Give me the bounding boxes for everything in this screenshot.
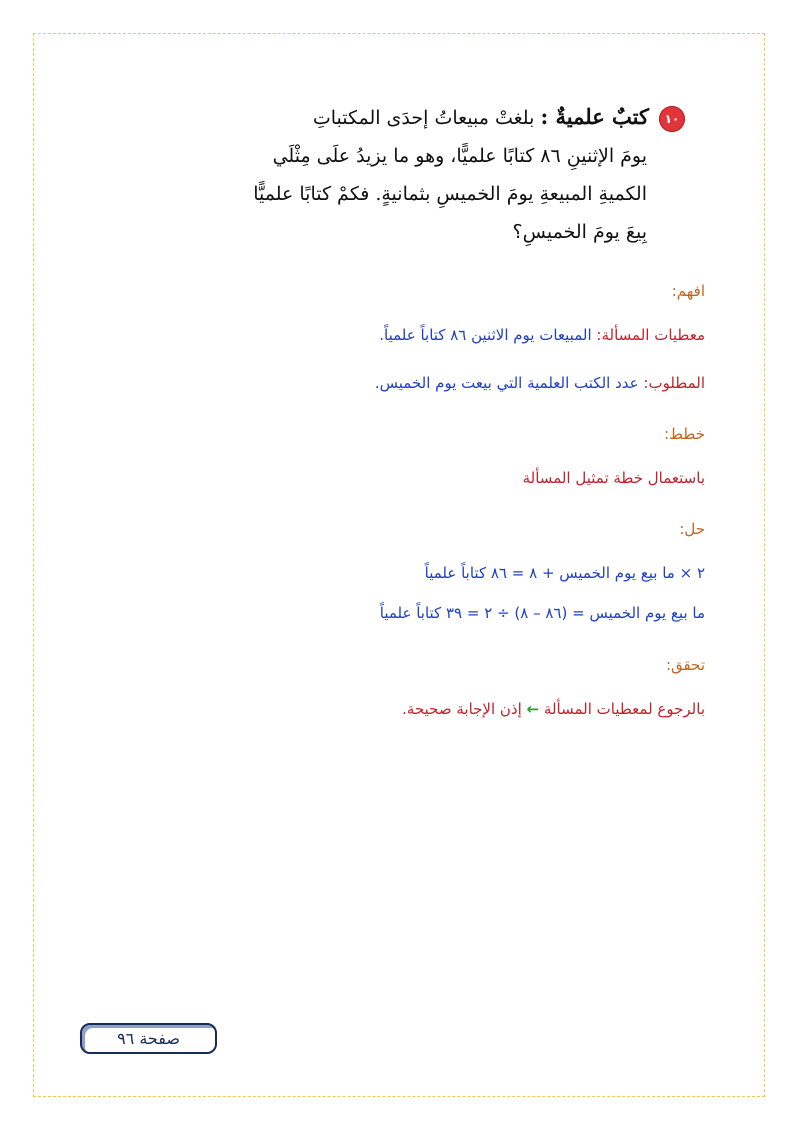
problem-line-1 (180, 98, 685, 137)
problem-statement (180, 98, 685, 251)
solve-line-1: ٢ × ما بيع يوم الخميس + ٨ = ٨٦ كتاباً علمياً (424, 564, 705, 582)
problem-number-badge: ١٠ (659, 106, 685, 132)
required-text: عدد الكتب العلمية التي بيعت يوم الخميس. (374, 374, 639, 392)
plan-heading: خطط: (664, 425, 705, 443)
problem-line-2: يومَ الإثنينِ ٨٦ كتابًا علميًّا، وهو ما يزيدُ علَى مِثْلَي (272, 145, 647, 167)
problem-line-1-text: بلغتْ مبيعاتُ إحدَى المكتباتِ (312, 107, 535, 129)
givens-text: المبيعات يوم الاثنين ٨٦ كتاباً علمياً. (379, 326, 592, 344)
givens-label: معطيات المسألة: (596, 326, 705, 344)
problem-title: كتبٌ علميةٌ : (540, 104, 649, 129)
solve-line-2: ما بيع يوم الخميس = (٨٦ – ٨) ÷ ٢ = ٣٩ كتاباً علمياً (379, 604, 705, 622)
solve-heading: حل: (679, 520, 705, 538)
arrow-icon: ← (526, 700, 540, 718)
givens-row (379, 326, 705, 344)
understand-heading: افهم: (671, 282, 705, 300)
check-text-after: إذن الإجابة صحيحة. (402, 700, 522, 718)
required-label: المطلوب: (643, 374, 705, 392)
plan-text: باستعمال خطة تمثيل المسألة (522, 469, 705, 487)
check-row (402, 700, 705, 718)
problem-line-4: بِيعَ يومَ الخميسِ؟ (512, 221, 647, 243)
check-text-before: بالرجوع لمعطيات المسألة (543, 700, 705, 718)
page-number-badge: صفحة ٩٦ (80, 1023, 217, 1054)
problem-line-3: الكميةِ المبيعةِ يومَ الخميسِ بثمانيةٍ. فكمْ كتابًا علميًّا (253, 183, 647, 205)
check-heading: تحقق: (665, 656, 705, 674)
required-row (375, 374, 705, 392)
